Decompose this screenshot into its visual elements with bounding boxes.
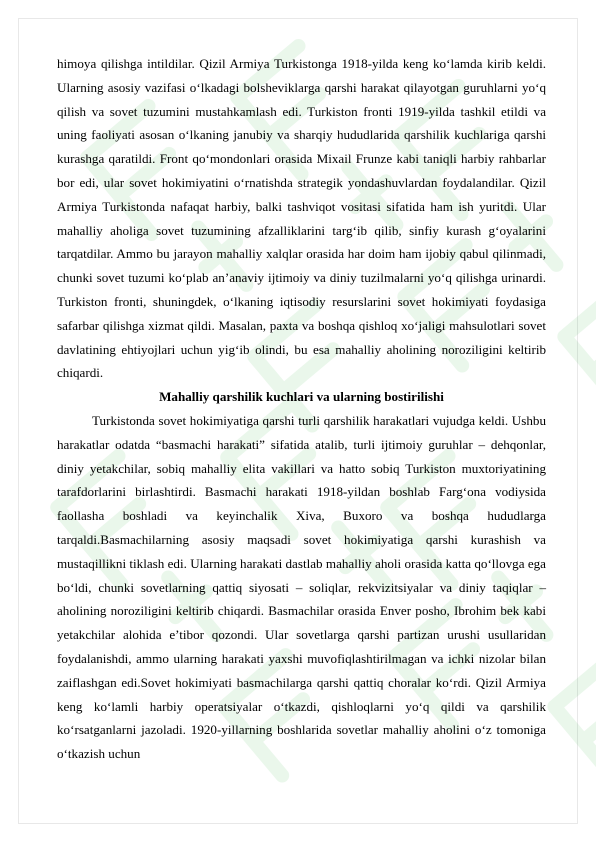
- section-heading: Mahalliy qarshilik kuchlari va ularning bostirilishi: [159, 389, 444, 405]
- paragraph-2: Turkistonda sovet hokimiyatiga qarshi turli qarshilik harakatlari vujudga keldi. Ushbu harakatlar odatda “basmachi harakati” sifatida atalib, turli ijtimoiy guruhlar – dehqonlar, diniy yetakchilar, sobiq mahalliy elita vakillari va hatto sobiq Turkiston muxtoriyatining tarafdorlarini birlashtirdi. Basmachi harakati 1918-yildan boshlab Farg‘ona vodiysida faollasha boshladi va keyinchalik Xiva, Buxoro va boshqa hududlarga tarqaldi.Basmachilarning asosiy maqsadi sovet hokimiyatiga qarshi kurashish va mustaqillikni tiklash edi. Ularning harakati dastlab mahalliy aholi orasida katta qo‘llovga ega bo‘ldi, chunki sovetlarning qattiq siyosati – soliqlar, rekvizitsiyalar va diniy taqiqlar – aholining noroziligini keltirib chiqardi. Basmachilar orasida Enver posho, Ibrohim bek kabi yetakchilar alohida e’tibor qozondi. Ular sovetlarga qarshi partizan urushi usullaridan foydalanishdi, ammo ularning harakati yaxshi muvofiqlashtirilmagan va ichki nizolar bilan zaiflashgan edi.Sovet hokimiyati basmachilarga qarshi qattiq choralar ko‘rdi. Qizil Armiya keng ko‘lamli harbiy operatsiyalar o‘tkazdi, qishloqlarni yo‘q qildi va qarshilik ko‘rsatganlarni jazoladi. 1920-yillarning boshlarida sovetlar mahalliy aholini o‘z tomoniga o‘tkazish uchun: [57, 412, 546, 762]
- paragraph-1: himoya qilishga intildilar. Qizil Armiya Turkistonga 1918-yilda keng ko‘lamda kirib keldi. Ularning asosiy vazifasi o‘lkadagi bolsheviklarga qarshi harakat qilayotgan guruhlarni yo‘q qilish va sovet tuzumini mustahkamlash edi. Turkiston fronti 1919-yilda tashkil etildi va uning faoliyati asosan o‘lkaning janubiy va sharqiy hududlarida qarshilik kuchlariga qarshi kurashga qaratildi. Front qo‘mondonlari orasida Mixail Frunze kabi taniqli harbiy rahbarlar bor edi, ular sovet hokimiyatini o‘rnatishda strategik yondashuvlardan foydalandilar. Qizil Armiya Turkistonda nafaqat harbiy, balki tashviqot vositasi sifatida ham ish yuritdi. Ular mahalliy aholiga sovet tuzumining afzalliklarini targ‘ib qilib, sinfiy kurash g‘oyalarini tarqatdilar. Ammo bu jarayon mahalliy xalqlar orasida har doim ham ijobiy qabul qilinmadi, chunki sovet tuzumi ko‘plab an’anaviy ijtimoiy va diniy tuzilmalarni yo‘q qilishga urinardi. Turkiston fronti, shuningdek, o‘lkaning iqtisodiy resurslarini sovet hokimiyati foydasiga safarbar qilishga xizmat qildi. Masalan, paxta va boshqa qishloq xo‘jaligi mahsulotlari sovet davlatining ehtiyojlari uchun yig‘ib olindi, bu esa mahalliy aholining noroziligini keltirib chiqardi.: [57, 56, 546, 381]
- document-body: [57, 52, 546, 766]
